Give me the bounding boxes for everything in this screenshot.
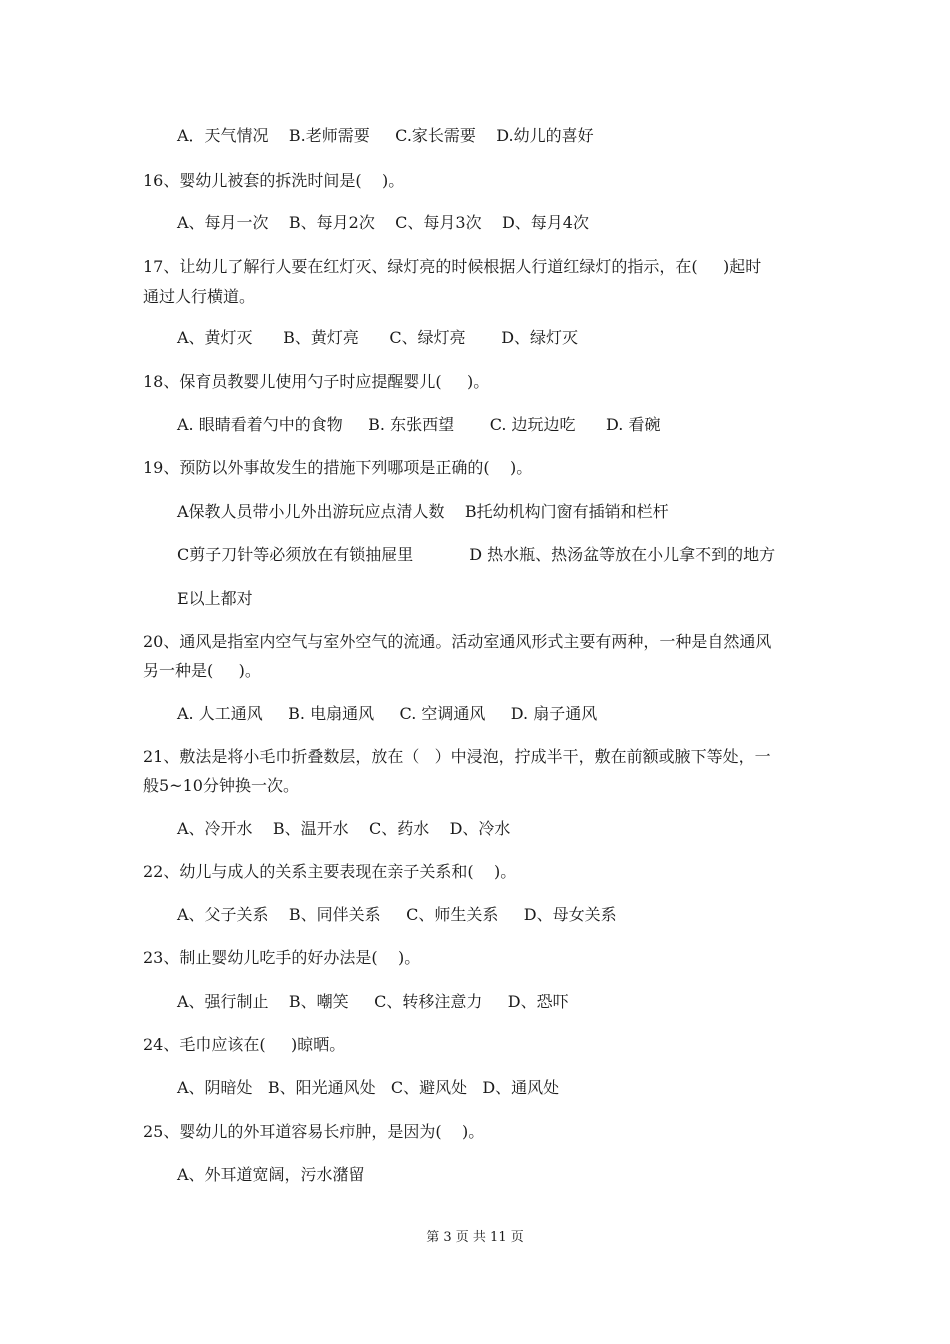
question-17-stem-line2: 通过人行横道。 xyxy=(143,287,256,306)
options-q19-line2: C剪子刀针等必须放在有锁抽屉里 D 热水瓶、热汤盆等放在小儿拿不到的地方 xyxy=(177,545,776,564)
question-22-stem: 22、幼儿与成人的关系主要表现在亲子关系和( )。 xyxy=(143,862,517,881)
options-q24: A、阴暗处 B、阳光通风处 C、避风处 D、通风处 xyxy=(177,1078,560,1097)
options-q21: A、冷开水 B、温开水 C、药水 D、冷水 xyxy=(177,819,511,838)
question-20-stem-line2: 另一种是( )。 xyxy=(143,661,261,680)
question-18-stem: 18、保育员教婴儿使用勺子时应提醒婴儿( )。 xyxy=(143,372,490,391)
question-16-stem: 16、婴幼儿被套的拆洗时间是( )。 xyxy=(143,171,405,190)
options-q20: A. 人工通风 B. 电扇通风 C. 空调通风 D. 扇子通风 xyxy=(177,704,598,723)
options-q25: A、外耳道宽阔，污水潴留 xyxy=(177,1165,365,1184)
options-q15: A．天气情况 B.老师需要 C.家长需要 D.幼儿的喜好 xyxy=(177,126,594,145)
options-q16: A、每月一次 B、每月2次 C、每月3次 D、每月4次 xyxy=(177,213,589,232)
options-q19-line3: E以上都对 xyxy=(177,589,253,608)
question-17-stem: 17、让幼儿了解行人要在红灯灭、绿灯亮的时候根据人行道红绿灯的指示，在( )起时 xyxy=(143,257,762,276)
options-q17: A、黄灯灭 B、黄灯亮 C、绿灯亮 D、绿灯灭 xyxy=(177,328,579,347)
options-q22: A、父子关系 B、同伴关系 C、师生关系 D、母女关系 xyxy=(177,905,617,924)
options-q18: A. 眼睛看着勺中的食物 B. 东张西望 C. 边玩边吃 D. 看碗 xyxy=(177,415,661,434)
question-19-stem: 19、预防以外事故发生的措施下列哪项是正确的( )。 xyxy=(143,458,533,477)
question-23-stem: 23、制止婴幼儿吃手的好办法是( )。 xyxy=(143,948,421,967)
question-20-stem: 20、通风是指室内空气与室外空气的流通。活动室通风形式主要有两种，一种是自然通风 xyxy=(143,632,772,651)
page-footer: 第 3 页 共 11 页 xyxy=(426,1230,524,1245)
options-q23: A、强行制止 B、嘲笑 C、转移注意力 D、恐吓 xyxy=(177,992,569,1011)
question-24-stem: 24、毛巾应该在( )晾晒。 xyxy=(143,1035,346,1054)
options-q19-line1: A保教人员带小儿外出游玩应点清人数 B托幼机构门窗有插销和栏杆 xyxy=(177,502,669,521)
question-25-stem: 25、婴幼儿的外耳道容易长疖肿，是因为( )。 xyxy=(143,1122,485,1141)
question-21-stem: 21、敷法是将小毛巾折叠数层，放在（ ）中浸泡，拧成半干，敷在前额或腋下等处，一 xyxy=(143,747,771,766)
question-21-stem-line2: 般5~10分钟换一次。 xyxy=(143,776,299,795)
